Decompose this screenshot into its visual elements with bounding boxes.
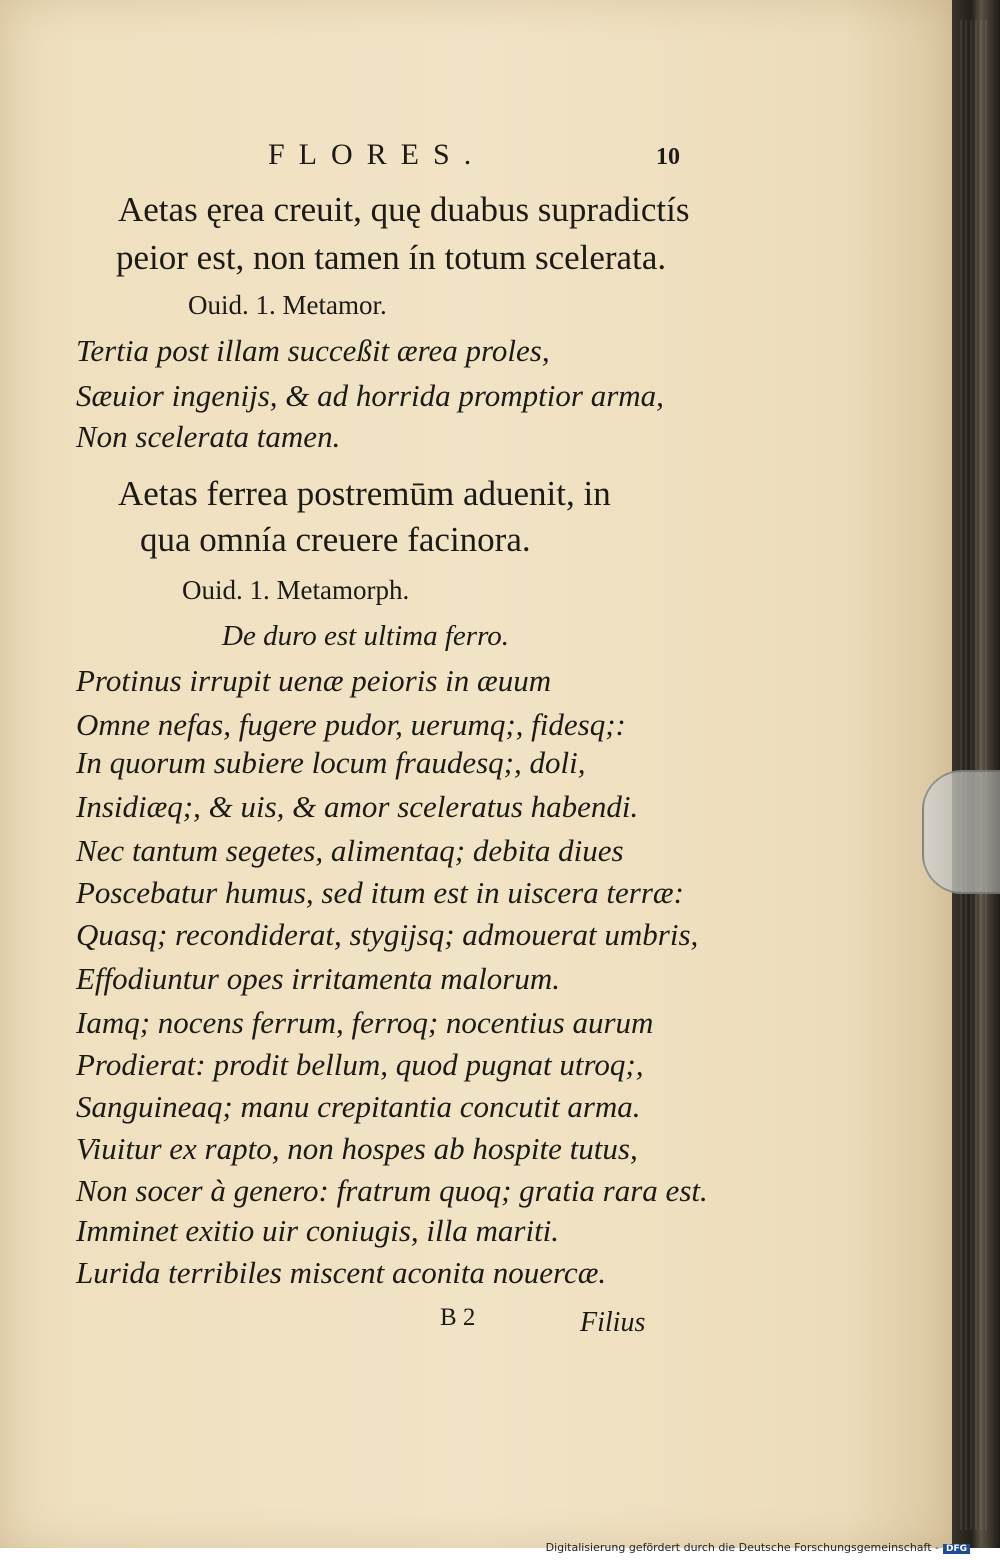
page-clip [922, 770, 1000, 894]
footer-credit-text: Digitalisierung gefördert durch die Deutsche Forschungsgemeinschaft - [545, 1541, 939, 1554]
verse2-line-6: Poscebatur humus, sed itum est in uiscera terræ: [76, 875, 684, 910]
block1-line-2: peior est, non tamen ín totum scelerata. [116, 238, 667, 277]
verse2-line-9: Iamq; nocens ferrum, ferroq; nocentius aurum [76, 1005, 654, 1040]
verse2-line-4: Insidiæq;, & uis, & amor sceleratus habendi. [76, 789, 639, 824]
footer-credit [546, 1541, 970, 1554]
verse1-line-3: Non scelerata tamen. [76, 419, 341, 454]
verse2-line-1: Protinus irrupit uenæ peioris in æuum [76, 663, 552, 698]
reference-2-sub: De duro est ultima ferro. [222, 620, 510, 652]
verse2-line-13: Non socer à genero: fratrum quoq; gratia rara est. [76, 1173, 708, 1208]
block1-line-1: Aetas ęrea creuit, quę duabus supradictís [118, 190, 690, 229]
verse2-line-15: Lurida terribiles miscent aconita nouercæ. [76, 1255, 607, 1290]
dfg-logo: DFG [943, 1544, 970, 1554]
verse2-line-11: Sanguineaq; manu crepitantia concutit arma. [76, 1089, 641, 1124]
verse1-line-1: Tertia post illam succeßit ærea proles, [76, 333, 550, 368]
verse2-line-8: Effodiuntur opes irritamenta malorum. [76, 961, 560, 996]
verse2-line-7: Quasq; recondiderat, stygijsq; admouerat umbris, [76, 917, 699, 952]
running-head-title: FLORES. [268, 138, 486, 171]
reference-2: Ouid. 1. Metamorph. [182, 575, 410, 605]
reference-1: Ouid. 1. Metamor. [188, 290, 387, 320]
verse2-line-14: Imminet exitio uir coniugis, illa mariti. [76, 1213, 560, 1248]
block2-line-2: qua omnía creuere facinora. [140, 520, 531, 559]
catchword: Filius [580, 1307, 646, 1338]
verse2-line-10: Prodierat: prodit bellum, quod pugnat utroq;, [76, 1047, 644, 1082]
signature-mark: B 2 [440, 1304, 476, 1331]
verse2-line-3: In quorum subiere locum fraudesq;, doli, [76, 745, 586, 780]
folio-number: 10 [656, 144, 680, 170]
verse2-line-2: Omne nefas, fugere pudor, uerumq;, fidesq;: [76, 707, 626, 742]
verse2-line-5: Nec tantum segetes, alimentaq; debita diues [76, 833, 624, 868]
verse2-line-12: Viuitur ex rapto, non hospes ab hospite tutus, [76, 1131, 638, 1166]
verse1-line-2: Sæuior ingenijs, & ad horrida promptior arma, [76, 378, 664, 413]
block2-line-1: Aetas ferrea postremūm aduenit, in [118, 474, 611, 513]
